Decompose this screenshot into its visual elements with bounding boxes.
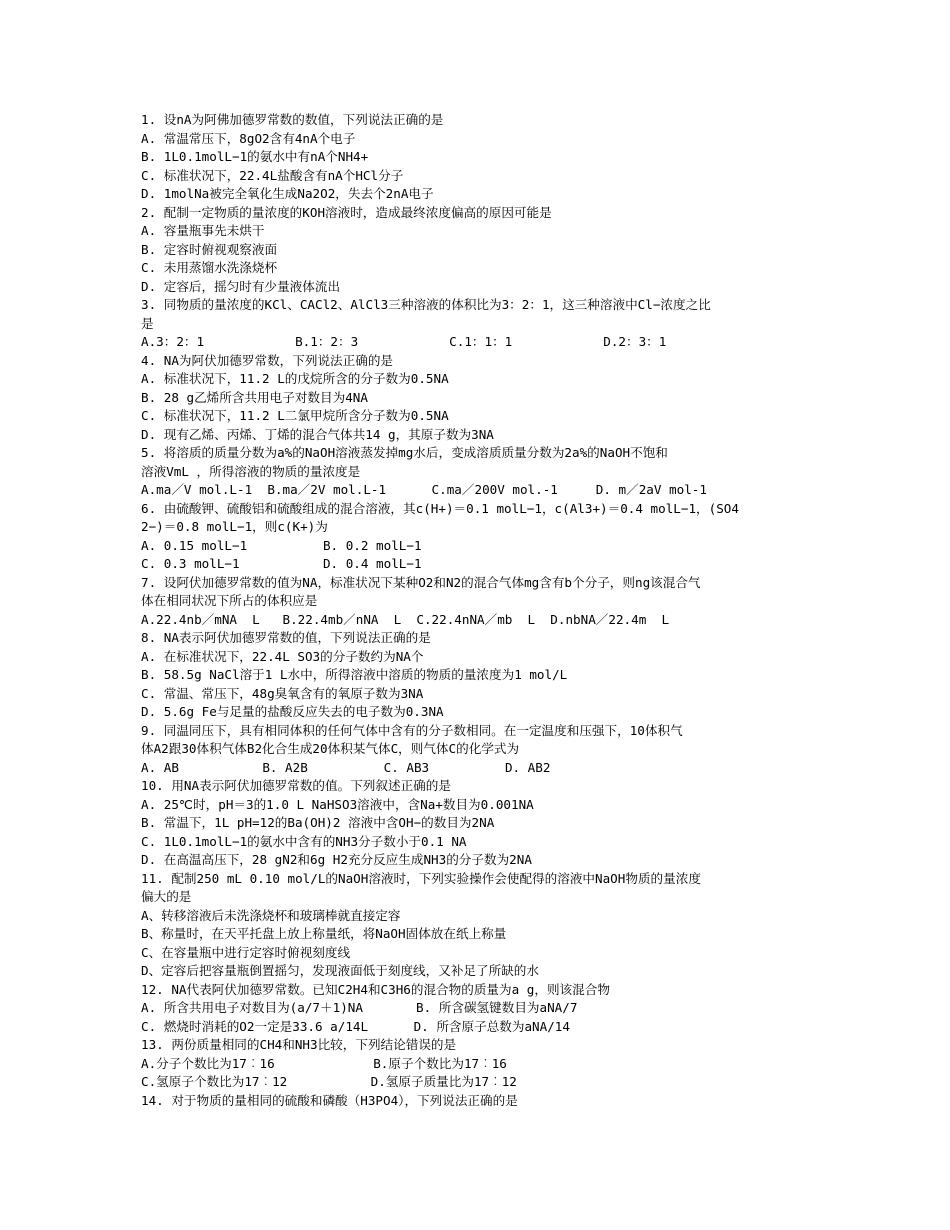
text-line: A. 在标准状况下，22.4L SO3的分子数约为NA个: [141, 648, 424, 664]
text-line: A.ma／V mol.L-1 B.ma／2V mol.L-1 C.ma／200V mol.-1 D. m／2aV mol-1: [141, 482, 707, 497]
text-line: A.3：2：1 B.1：2：3 C.1：1：1 D.2：3：1: [141, 334, 667, 349]
text-line: B、称量时，在天平托盘上放上称量纸，将NaOH固体放在纸上称量: [141, 926, 507, 941]
text-line: A.分子个数比为17︰16 B.原子个数比为17︰16: [141, 1055, 507, 1071]
text-line: 8. NA表示阿伏加德罗常数的值，下列说法正确的是: [141, 630, 431, 645]
text-line: 9. 同温同压下，具有相同体积的任何气体中含有的分子数相同。在一定温度和压强下，10体积气: [141, 722, 683, 738]
text-line: 13. 两份质量相同的CH4和NH3比较，下列结论错误的是: [141, 1037, 457, 1052]
text-line: C.氢原子个数比为17︰12 D.氢原子质量比为17︰12: [141, 1074, 517, 1089]
text-line: 7. 设阿伏加德罗常数的值为NA，标准状况下某种O2和N2的混合气体mg含有b个分子，则ng该混合气: [141, 574, 701, 590]
text-line: B. 定容时俯视观察液面: [141, 241, 278, 257]
text-line: A、转移溶液后未洗涤烧杯和玻璃棒就直接定容: [141, 907, 401, 923]
text-line: C. 常温、常压下，48g臭氧含有的氧原子数为3NA: [141, 685, 424, 701]
text-line: A. 所含共用电子对数目为(a/7＋1)NA B. 所含碳氢键数目为aNA/7: [141, 1000, 578, 1015]
text-line: B. 58.5g NaCl溶于1 L水中，所得溶液中溶质的物质的量浓度为1 mol/L: [141, 667, 568, 682]
text-line: D. 1molNa被完全氧化生成Na2O2，失去个2nA电子: [141, 186, 434, 201]
text-line: A.22.4nb／mNA L B.22.4mb／nNA L C.22.4nNA／mb L D.nbNA／22.4m L: [141, 611, 670, 627]
text-line: A. 常温常压下，8gO2含有4nA个电子: [141, 130, 356, 146]
text-line: C. 1L0.1molL−1的氨水中含有的NH3分子数小于0.1 NA: [141, 833, 467, 849]
text-line: A. 25℃时，pH＝3的1.0 L NaHSO3溶液中，含Na+数目为0.001NA: [141, 796, 534, 812]
text-line: A. 标准状况下，11.2 L的戊烷所含的分子数为0.5NA: [141, 371, 449, 386]
text-line: 2. 配制一定物质的量浓度的KOH溶液时，造成最终浓度偏高的原因可能是: [141, 204, 552, 220]
text-line: D. 5.6g Fe与足量的盐酸反应失去的电子数为0.3NA: [141, 704, 444, 719]
text-line: 12. NA代表阿伏加德罗常数。已知C2H4和C3H6的混合物的质量为a g，则该混合物: [141, 981, 610, 997]
text-line: 5. 将溶质的质量分数为a%的NaOH溶液蒸发掉mg水后，变成溶质质量分数为2a%的NaOH不饱和: [141, 445, 668, 460]
text-line: D. 现有乙烯、丙烯、丁烯的混合气体共14 g，其原子数为3NA: [141, 426, 494, 442]
text-line: 3. 同物质的量浓度的KCl、CACl2、AlCl3三种溶液的体积比为3：2：1，这三种溶液中Cl−浓度之比: [141, 297, 711, 312]
text-line: B. 1L0.1molL−1的氨水中有nA个NH4+: [141, 149, 369, 164]
text-line: 体在相同状况下所占的体积应是: [141, 593, 318, 608]
text-line: 溶液VmL ，所得溶液的物质的量浓度是: [141, 463, 361, 479]
text-line: 1. 设nA为阿佛加德罗常数的数值，下列说法正确的是: [141, 112, 444, 127]
text-line: C. 0.3 molL−1 D. 0.4 molL−1: [141, 556, 422, 571]
text-line: C. 燃烧时消耗的O2一定是33.6 a/14L D. 所含原子总数为aNA/14: [141, 1018, 570, 1034]
text-line: B. 28 g乙烯所含共用电子对数目为4NA: [141, 389, 368, 405]
text-line: B. 常温下，1L pH=12的Ba(OH)2 溶液中含OH−的数目为2NA: [141, 815, 495, 830]
text-line: 6. 由硫酸钾、硫酸铝和硫酸组成的混合溶液，其c(H+)＝0.1 molL−1，c(Al3+)＝0.4 molL−1，(SO4: [141, 500, 739, 516]
text-line: A. 0.15 molL−1 B. 0.2 molL−1: [141, 537, 422, 553]
text-line: C、在容量瓶中进行定容时俯视刻度线: [141, 944, 351, 960]
text-line: A. 容量瓶事先未烘干: [141, 223, 265, 238]
text-line: 2−)＝0.8 molL−1，则c(K+)为: [141, 519, 328, 534]
text-line: 偏大的是: [141, 889, 192, 904]
text-line: D、定容后把容量瓶倒置摇匀，发现液面低于刻度线，又补足了所缺的水: [141, 963, 539, 978]
text-line: 体A2跟30体积气体B2化合生成20体积某气体C，则气体C的化学式为: [141, 741, 520, 756]
text-line: 14. 对于物质的量相同的硫酸和磷酸（H3PO4），下列说法正确的是: [141, 1092, 518, 1108]
text-line: C. 标准状况下，11.2 L二氯甲烷所含分子数为0.5NA: [141, 408, 449, 423]
text-line: C. 标准状况下，22.4L盐酸含有nA个HCl分子: [141, 167, 404, 183]
text-line: 11. 配制250 mL 0.10 mol/L的NaOH溶液时，下列实验操作会使配得的溶液中NaOH物质的量浓度: [141, 870, 701, 886]
text-line: D. 定容后，摇匀时有少量液体流出: [141, 278, 341, 294]
text-line: 10. 用NA表示阿伏加德罗常数的值。下列叙述正确的是: [141, 778, 451, 793]
text-line: D. 在高温高压下，28 gN2和6g H2充分反应生成NH3的分子数为2NA: [141, 852, 532, 867]
text-line: C. 未用蒸馏水洗涤烧杯: [141, 260, 278, 275]
text-line: 是: [141, 315, 154, 331]
text-line: A. AB B. A2B C. AB3 D. AB2: [141, 759, 551, 775]
text-line: 4. NA为阿伏加德罗常数，下列说法正确的是: [141, 352, 394, 368]
document-page: [141, 111, 821, 1110]
